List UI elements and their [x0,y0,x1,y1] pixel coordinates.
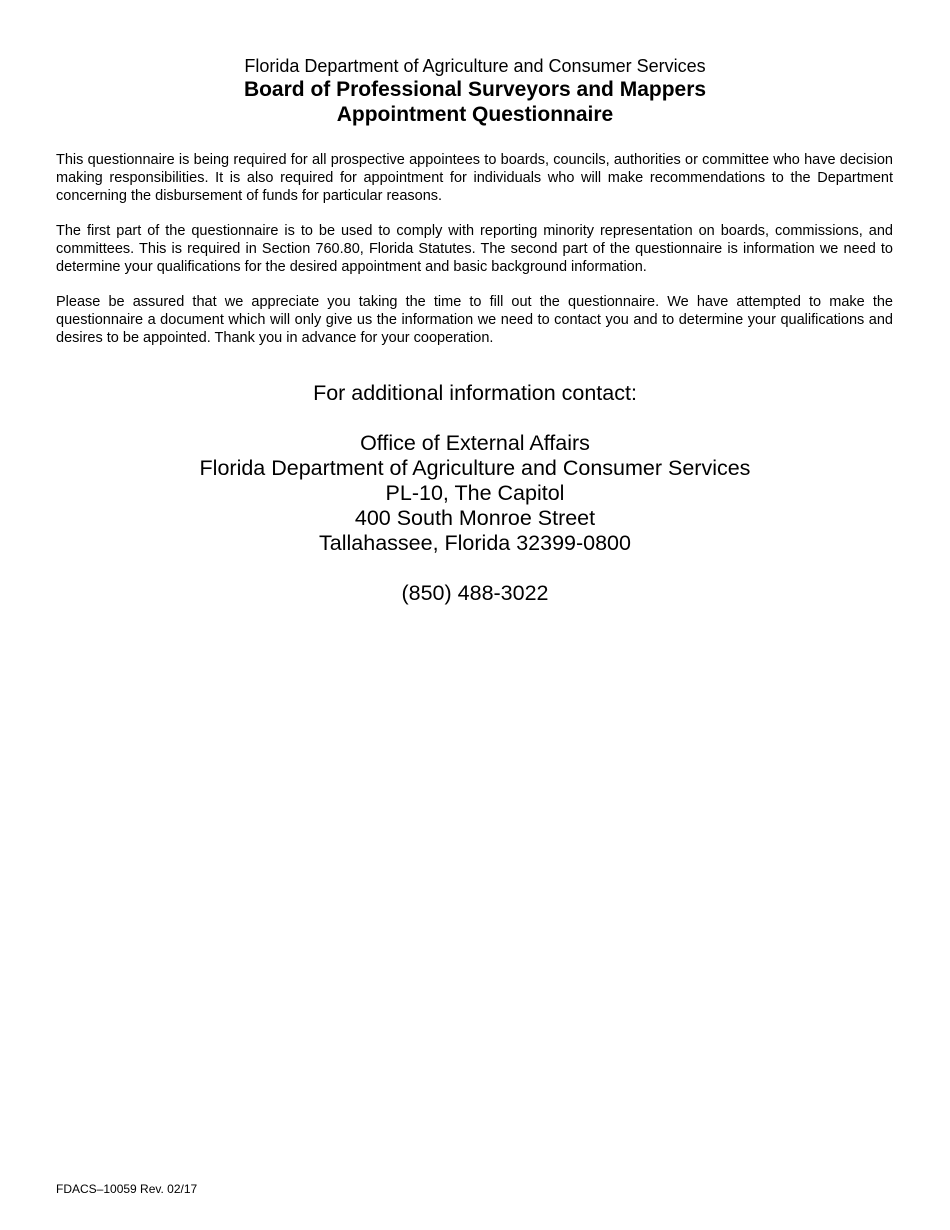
contact-city: Tallahassee, Florida 32399-0800 [319,531,631,555]
intro-paragraph-3: Please be assured that we appreciate you taking the time to fill out the questionnaire. We have attempted to make the questionnaire a document which will only give us the information we need to contact you and to determine your qualifications and desires to be appointed. Thank you in advance for your cooperation. [56,294,893,346]
contact-phone: (850) 488-3022 [401,581,549,605]
document-header [0,55,950,127]
contact-office: Office of External Affairs [360,431,590,455]
contact-heading: For additional information contact: [313,381,637,405]
intro-section [56,151,893,364]
form-number: FDACS–10059 Rev. 02/17 [56,1182,198,1196]
board-name: Board of Professional Surveyors and Mappers [243,78,707,101]
contact-room: PL-10, The Capitol [385,481,565,505]
contact-block [0,381,950,606]
agency-name: Florida Department of Agriculture and Consumer Services [244,56,706,76]
intro-paragraph-1: This questionnaire is being required for all prospective appointees to boards, councils, authorities or committee who have decision making responsibilities. It is also required for appointment for individuals who will make recommendations to the Department concerning the disbursement of funds for particular reasons. [56,152,893,204]
contact-street: 400 South Monroe Street [354,506,596,530]
document-title: Appointment Questionnaire [336,103,614,126]
intro-paragraph-2: The first part of the questionnaire is to be used to comply with reporting minority representation on boards, commissions, and committees. This is required in Section 760.80, Florida Statutes. The second part of the questionnaire is information we need to determine your qualifications for the desired appointment and basic background information. [56,223,893,275]
contact-department: Florida Department of Agriculture and Consumer Services [199,456,751,480]
